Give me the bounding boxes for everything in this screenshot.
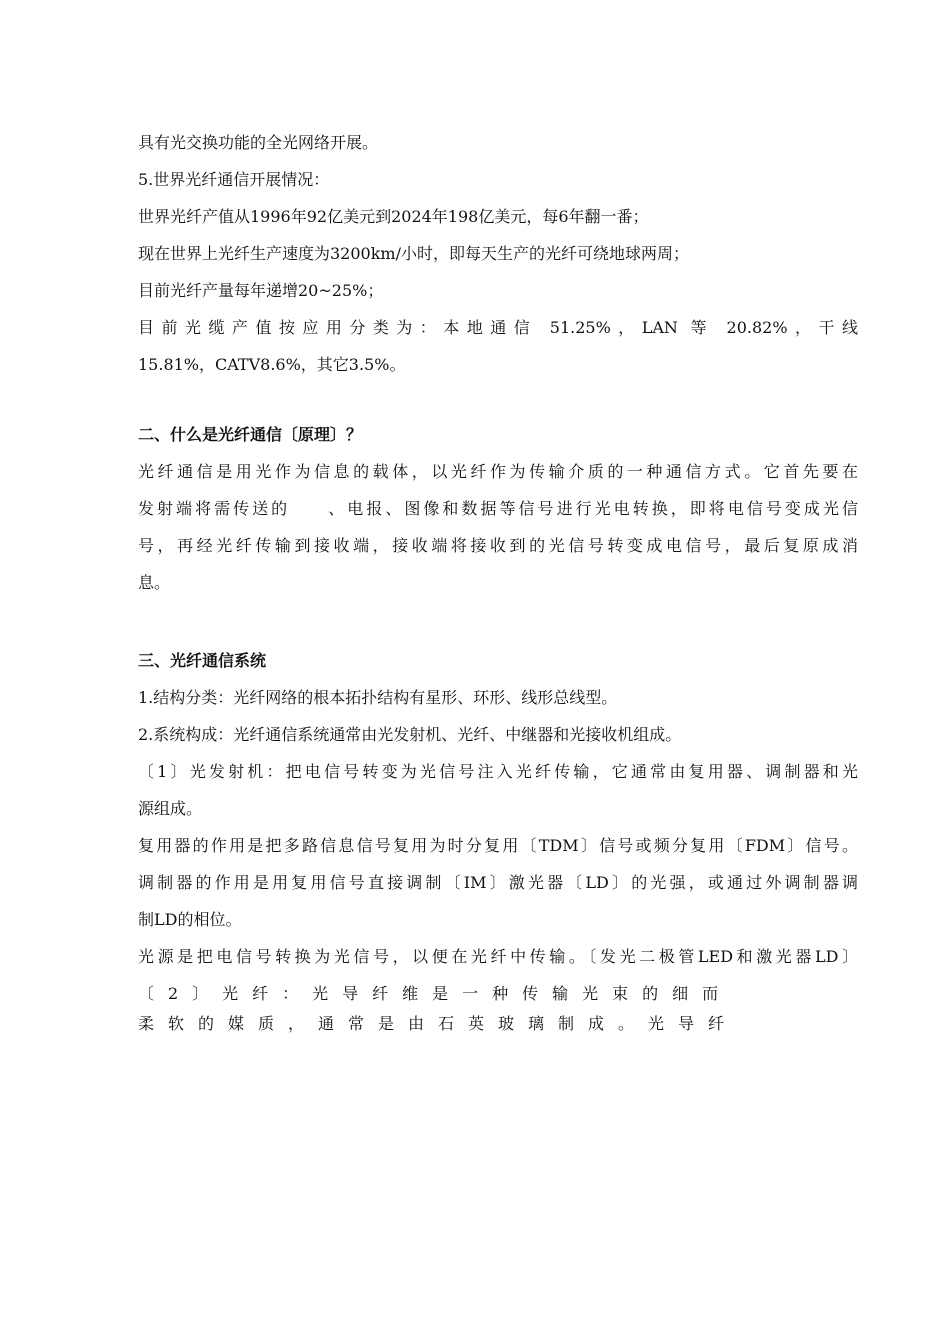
text-line: 复用器的作用是把多路信息信号复用为时分复用〔TDM〕信号或频分复用〔FDM〕信号。 <box>138 836 858 855</box>
text-line: 发射端将需传送的 、电报、图像和数据等信号进行光电转换，即将电信号变成光信 <box>138 499 858 518</box>
text-line: 光纤通信是用光作为信息的载体，以光纤作为传输介质的一种通信方式。它首先要在 <box>138 462 858 481</box>
text-line: 息。 <box>138 573 171 592</box>
text-line: 〔2〕光纤：光导纤维是一种传输光束的细而 <box>138 984 733 1003</box>
text-line: 光源是把电信号转换为光信号，以便在光纤中传输。〔发光二极管LED和激光器LD〕 <box>138 947 858 966</box>
text-line: 〔1〕光发射机：把电信号转变为光信号注入光纤传输，它通常由复用器、调制器和光 <box>138 762 858 781</box>
text-line: 源组成。 <box>138 799 203 818</box>
document-page <box>138 128 858 1039</box>
text-line: 世界光纤产值从1996年92亿美元到2024年198亿美元，每6年翻一番； <box>138 207 649 226</box>
text-line: 现在世界上光纤生产速度为3200km/小时，即每天生产的光纤可绕地球两周； <box>138 244 689 263</box>
section-heading: 二、什么是光纤通信〔原理〕？ <box>138 425 363 444</box>
text-line: 2.系统构成：光纤通信系统通常由光发射机、光纤、中继器和光接收机组成。 <box>138 725 682 744</box>
text-line: 1.结构分类：光纤网络的根本拓扑结构有星形、环形、线形总线型。 <box>138 688 618 707</box>
text-line: 号，再经光纤传输到接收端，接收端将接收到的光信号转变成电信号，最后复原成消 <box>138 536 858 555</box>
text-line: 5.世界光纤通信开展情况： <box>138 170 330 189</box>
text-line: 15.81%，CATV8.6%，其它3.5%。 <box>138 355 406 374</box>
text-line: 柔软的媒质，通常是由石英玻璃制成。光导纤 <box>138 1014 739 1033</box>
section-heading: 三、光纤通信系统 <box>138 651 267 670</box>
text-line: 调制器的作用是用复用信号直接调制〔IM〕激光器〔LD〕的光强，或通过外调制器调 <box>138 873 858 892</box>
text-line: 目前光纤产量每年递增20~25%； <box>138 281 384 300</box>
text-line: 制LD的相位。 <box>138 910 242 929</box>
text-line: 具有光交换功能的全光网络开展。 <box>138 133 379 152</box>
text-line: 目前光缆产值按应用分类为：本地通信 51.25%，LAN 等 20.82%，干线 <box>138 318 858 337</box>
